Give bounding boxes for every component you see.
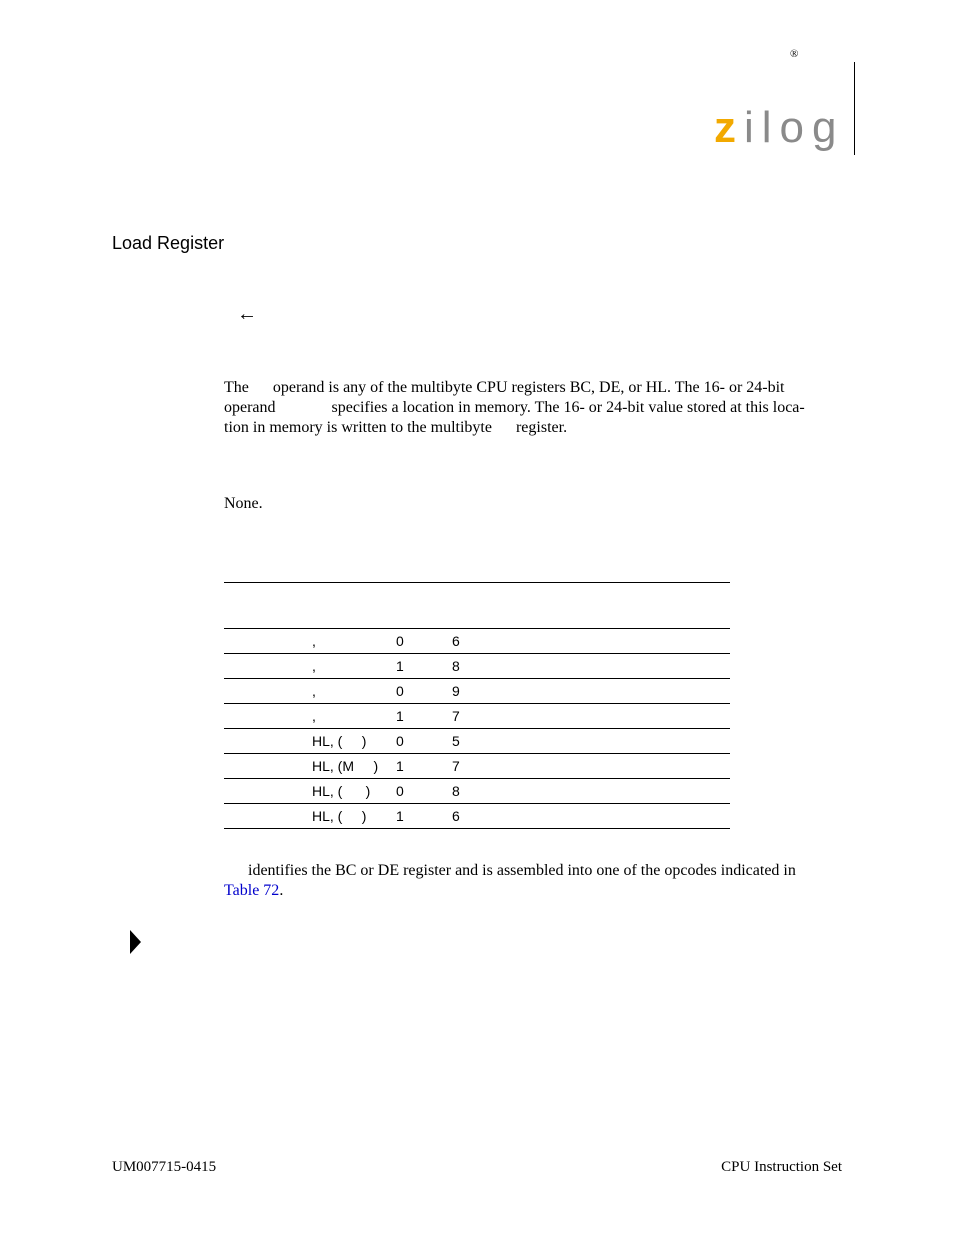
operand-cell: , [312, 683, 316, 699]
logo-letters: ilog [744, 106, 844, 152]
table-row [224, 754, 730, 779]
byte1-cell: 0 [396, 733, 404, 749]
byte2-cell: 6 [452, 633, 460, 649]
register-note [224, 861, 844, 901]
header-vertical-rule [854, 62, 855, 155]
byte2-cell: 7 [452, 708, 460, 724]
table-row [224, 629, 730, 654]
byte2-cell: 8 [452, 658, 460, 674]
byte2-cell: 9 [452, 683, 460, 699]
footer-doc-id: UM007715-0415 [112, 1159, 217, 1175]
description-paragraph [224, 378, 844, 438]
byte1-cell: 0 [396, 783, 404, 799]
operand-cell: , [312, 633, 316, 649]
registered-trademark-mark: ® [790, 48, 799, 60]
byte2-cell: 5 [452, 733, 460, 749]
operand-cell: , [312, 658, 316, 674]
description-line: tion in memory is written to the multibyte register. [224, 419, 568, 436]
table-row [224, 729, 730, 754]
operand-cell: HL, ( ) [312, 783, 371, 799]
operand-cell: HL, (M ) [312, 758, 379, 774]
note-text: identifies the BC or DE register and is assembled into one of the opcodes indicated in [248, 862, 796, 879]
byte1-cell: 1 [396, 758, 404, 774]
table-72-link[interactable]: Table 72 [224, 882, 280, 899]
note-trailing: . [279, 882, 284, 899]
operand-cell: , [312, 708, 316, 724]
byte2-cell: 6 [452, 808, 460, 824]
byte1-cell: 1 [396, 808, 404, 824]
table-row [224, 704, 730, 729]
description-line: The operand is any of the multibyte CPU registers BC, DE, or HL. The 16- or 24-bit [224, 379, 785, 396]
operation-arrow: ← [237, 303, 257, 325]
byte1-cell: 0 [396, 633, 404, 649]
operand-cell: HL, ( ) [312, 808, 367, 824]
table-top-rule [224, 582, 730, 583]
table-row [224, 679, 730, 704]
logo-letter-z: z [714, 106, 737, 152]
zilog-logo-graphic [714, 106, 844, 158]
description-line: operand specifies a location in memory. The 16- or 24-bit value stored at this loca- [224, 399, 805, 416]
footer-section-name: CPU Instruction Set [721, 1159, 842, 1175]
table-row [224, 779, 730, 804]
note-arrow-icon [128, 929, 142, 955]
byte2-cell: 8 [452, 783, 460, 799]
condition-bits-text: None. [224, 495, 263, 512]
byte2-cell: 7 [452, 758, 460, 774]
zilog-logo [714, 106, 844, 158]
byte1-cell: 1 [396, 708, 404, 724]
table-row [224, 654, 730, 679]
operand-cell: HL, ( ) [312, 733, 367, 749]
table-row [224, 804, 730, 829]
section-title: Load Register [112, 233, 225, 253]
byte1-cell: 1 [396, 658, 404, 674]
byte1-cell: 0 [396, 683, 404, 699]
